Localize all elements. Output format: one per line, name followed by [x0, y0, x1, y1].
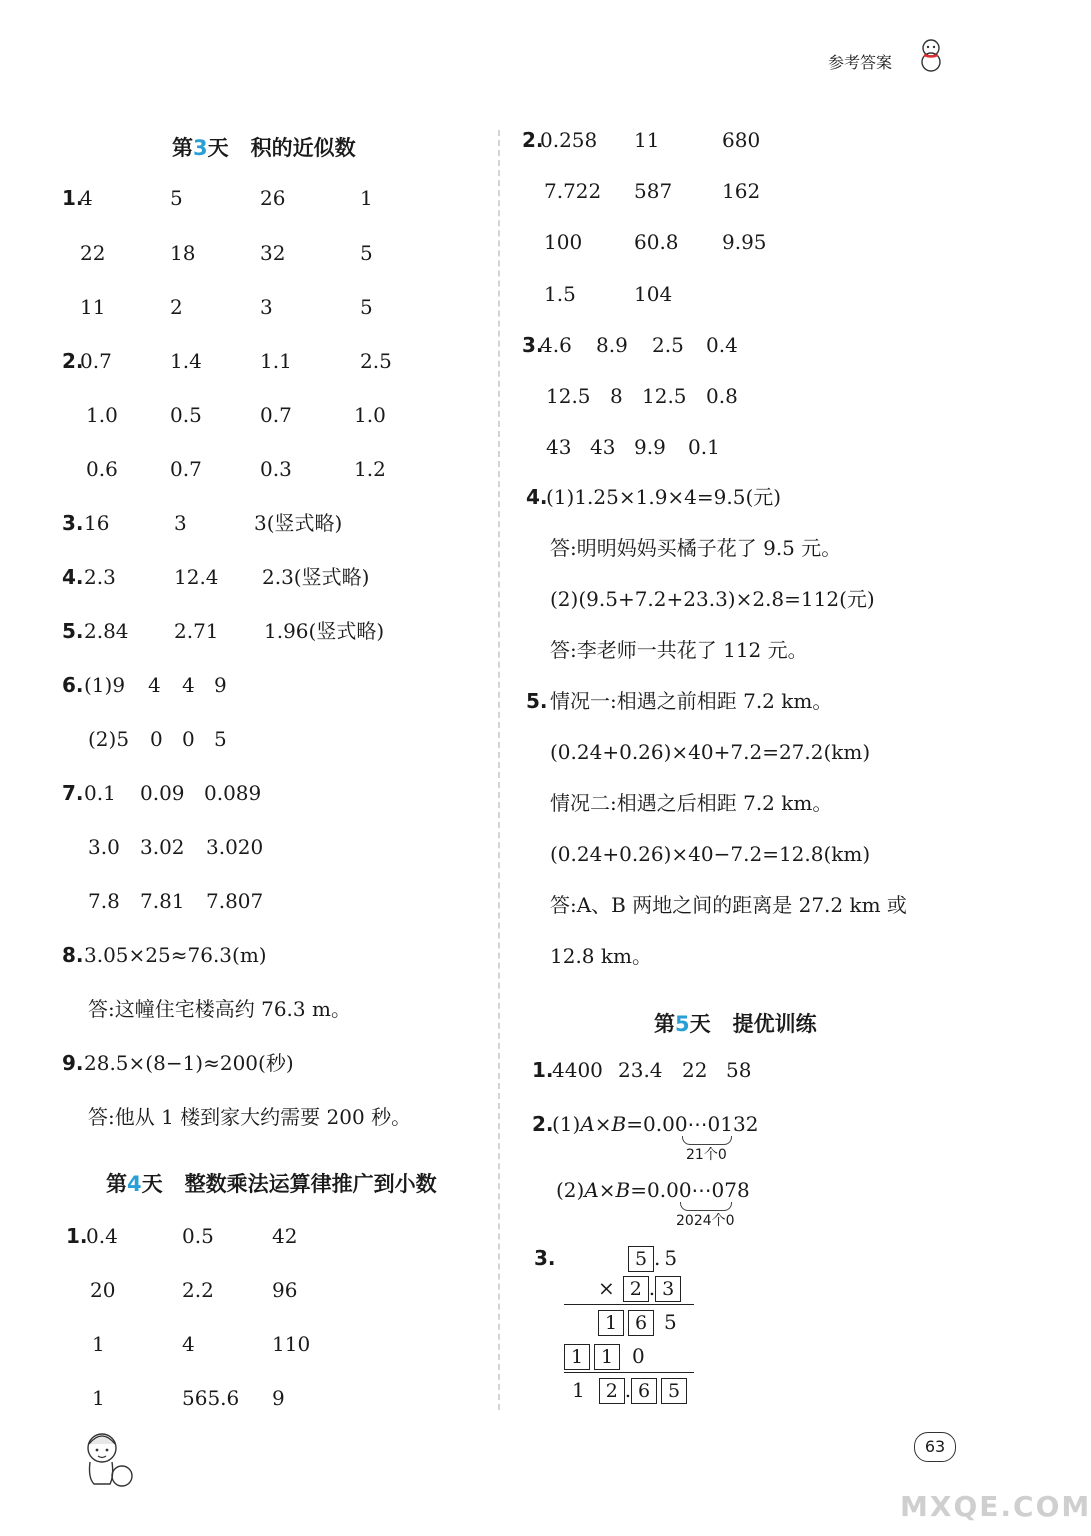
answer-cell: 5	[360, 295, 373, 319]
calc-row: 5 . 5	[628, 1246, 677, 1272]
calc-row: 1 1 0	[564, 1344, 645, 1370]
answer-cell: 565.6	[182, 1386, 240, 1410]
answer-cell: 1.2	[354, 457, 386, 481]
answer-cell: 0.5	[170, 403, 202, 427]
answer-cell: 8	[610, 384, 623, 408]
answer-cell: 162	[722, 179, 761, 203]
answer-cell: 0.7	[170, 457, 202, 481]
q-number: 1.	[66, 1224, 88, 1248]
day5-heading: 第5天 提优训练	[654, 1012, 817, 1036]
header-label: 参考答案	[828, 53, 893, 72]
answer-cell: 0	[182, 727, 195, 751]
answer-cell: 0.6	[86, 457, 118, 481]
calc-row: 1 6 5	[598, 1310, 677, 1336]
answer-expression: (2)(9.5+7.2+23.3)×2.8=112(元)	[550, 587, 875, 611]
answer-cell: 0.4	[86, 1224, 118, 1248]
answer-cell: 3.020	[206, 835, 264, 859]
answer-text: 答:这幢住宅楼高约 76.3 m。	[88, 997, 351, 1021]
q-number: 4.	[62, 565, 84, 589]
answer-cell: 7.8	[88, 889, 120, 913]
answer-cell: 3.02	[140, 835, 185, 859]
answer-cell: 2.5	[652, 333, 684, 357]
answer-cell: 1.0	[86, 403, 118, 427]
q-number: 3.	[534, 1246, 556, 1270]
answer-cell: 23.4	[618, 1058, 663, 1082]
calc-line	[564, 1372, 694, 1373]
answer-cell: 3	[174, 511, 187, 535]
digit-box: 6	[628, 1310, 654, 1336]
answer-cell: 104	[634, 282, 673, 306]
digit-box: 6	[631, 1378, 657, 1404]
page-number: 63	[914, 1432, 956, 1462]
answer-cell: 4400	[552, 1058, 603, 1082]
answer-cell: 11	[80, 295, 106, 319]
answer-expression: 3.05×25≈76.3(m)	[84, 943, 267, 967]
answer-text: 情况一:相遇之前相距 7.2 km。	[550, 689, 833, 713]
q-number: 6.	[62, 673, 84, 697]
answer-cell: 1	[92, 1386, 105, 1410]
day4-heading: 第4天 整数乘法运算律推广到小数	[106, 1172, 437, 1196]
answer-text: 情况二:相遇之后相距 7.2 km。	[550, 791, 833, 815]
answer-cell: 0.089	[204, 781, 262, 805]
snowman-icon	[916, 36, 946, 72]
answer-cell: 11	[634, 128, 660, 152]
digit-box: 2	[599, 1378, 625, 1404]
answer-cell: 9.9	[634, 435, 666, 459]
answer-cell: 1.4	[170, 349, 202, 373]
answer-cell: 26	[260, 186, 286, 210]
answer-cell: 16	[84, 511, 110, 535]
answer-cell: 5	[214, 727, 227, 751]
answer-cell: 680	[722, 128, 761, 152]
answer-cell: 2.84	[84, 619, 129, 643]
answer-cell: 5	[170, 186, 183, 210]
answer-cell: 0.7	[260, 403, 292, 427]
answer-cell: 0.09	[140, 781, 185, 805]
answer-cell: 2.3	[84, 565, 116, 589]
answer-cell: 0.258	[540, 128, 598, 152]
calc-row: × 2 . 3	[598, 1276, 681, 1302]
answer-cell: 12.4	[174, 565, 219, 589]
answer-text: 答:A、B 两地之间的距离是 27.2 km 或	[550, 893, 907, 917]
answer-expression: (0.24+0.26)×40−7.2=12.8(km)	[550, 842, 871, 866]
answer-cell: 1	[92, 1332, 105, 1356]
answer-cell: 0.1	[688, 435, 720, 459]
answer-cell: 7.81	[140, 889, 185, 913]
q-number: 3.	[522, 333, 544, 357]
answer-cell: 4.6	[540, 333, 572, 357]
answer-cell: 3.0	[88, 835, 120, 859]
answer-cell: 8.9	[596, 333, 628, 357]
answer-expression: 28.5×(8−1)≈200(秒)	[84, 1051, 294, 1075]
answer-cell: 4	[182, 673, 195, 697]
answer-text: 答:他从 1 楼到家大约需要 200 秒。	[88, 1105, 412, 1129]
answer-cell: 1.96(竖式略)	[264, 619, 385, 643]
column-divider	[498, 130, 500, 1410]
digit-box: 5	[628, 1246, 654, 1272]
calc-row: 1 2 . 6 5	[572, 1378, 687, 1404]
q-number: 3.	[62, 511, 84, 535]
zero-count-note: 21个0	[686, 1147, 727, 1163]
answer-cell: 4	[80, 186, 93, 210]
answer-cell: 2.71	[174, 619, 219, 643]
answer-expression: (2)A×B=0.00⋯078	[556, 1178, 750, 1202]
answer-cell: 0.4	[706, 333, 738, 357]
answer-cell: 42	[272, 1224, 298, 1248]
answer-cell: 0.7	[80, 349, 112, 373]
answer-cell: 12.5	[642, 384, 687, 408]
answer-cell: 2.3(竖式略)	[262, 565, 370, 589]
answer-cell: 0.3	[260, 457, 292, 481]
answer-cell: 0.5	[182, 1224, 214, 1248]
answer-cell: 32	[260, 241, 286, 265]
answer-text: 12.8 km。	[550, 944, 652, 968]
answer-cell: 7.807	[206, 889, 264, 913]
answer-cell: 0.1	[84, 781, 116, 805]
answer-cell: 60.8	[634, 230, 679, 254]
zero-count-note: 2024个0	[676, 1213, 735, 1229]
q-number: 2.	[62, 349, 84, 373]
answer-cell: 96	[272, 1278, 298, 1302]
q-number: 7.	[62, 781, 84, 805]
answer-cell: 4	[148, 673, 161, 697]
digit-box: 1	[598, 1310, 624, 1336]
answer-cell: 2.2	[182, 1278, 214, 1302]
answer-cell: 0	[150, 727, 163, 751]
digit-box: 2	[623, 1276, 649, 1302]
answer-cell: 100	[544, 230, 583, 254]
calc-line	[564, 1304, 694, 1305]
q-number: 1.	[62, 186, 84, 210]
answer-cell: 3	[260, 295, 273, 319]
digit-box: 1	[594, 1344, 620, 1370]
answer-cell: 20	[90, 1278, 116, 1302]
answer-cell: 0.8	[706, 384, 738, 408]
q-number: 9.	[62, 1051, 84, 1075]
answer-cell: 1	[360, 186, 373, 210]
answer-cell: 43	[546, 435, 572, 459]
answer-cell: 22	[682, 1058, 708, 1082]
cartoon-kid-icon	[80, 1428, 136, 1490]
answer-cell: 2	[170, 295, 183, 319]
answer-cell: 5	[360, 241, 373, 265]
answer-cell: 7.722	[544, 179, 602, 203]
answer-expression: (1)1.25×1.9×4=9.5(元)	[546, 485, 782, 509]
answer-cell: 1.0	[354, 403, 386, 427]
q-number: 2.	[522, 128, 544, 152]
answer-cell: 18	[170, 241, 196, 265]
q-number: 4.	[526, 485, 548, 509]
q-number: 8.	[62, 943, 84, 967]
answer-cell: 9	[214, 673, 227, 697]
answer-cell: 22	[80, 241, 106, 265]
watermark: MXQE.COM	[900, 1490, 1091, 1523]
q-number: 5.	[62, 619, 84, 643]
answer-expression: (0.24+0.26)×40+7.2=27.2(km)	[550, 740, 871, 764]
answer-cell: 12.5	[546, 384, 591, 408]
answer-cell: 587	[634, 179, 673, 203]
day3-heading: 第3天 积的近似数	[172, 136, 356, 160]
answer-cell: 3(竖式略)	[254, 511, 343, 535]
q-number: 2.	[532, 1112, 554, 1136]
answer-cell: (1)9	[84, 673, 126, 697]
q-number: 5.	[526, 689, 548, 713]
answer-cell: (2)5	[88, 727, 130, 751]
answer-cell: 9	[272, 1386, 285, 1410]
q-number: 1.	[532, 1058, 554, 1082]
answer-cell: 110	[272, 1332, 311, 1356]
answer-text: 答:明明妈妈买橘子花了 9.5 元。	[550, 536, 842, 560]
answer-cell: 43	[590, 435, 616, 459]
answer-cell: 9.95	[722, 230, 767, 254]
answer-cell: 2.5	[360, 349, 392, 373]
answer-cell: 58	[726, 1058, 752, 1082]
digit-box: 1	[564, 1344, 590, 1370]
answer-cell: 4	[182, 1332, 195, 1356]
digit-box: 3	[655, 1276, 681, 1302]
digit-box: 5	[661, 1378, 687, 1404]
answer-text: 答:李老师一共花了 112 元。	[550, 638, 808, 662]
answer-cell: 1.1	[260, 349, 292, 373]
answer-cell: 1.5	[544, 282, 576, 306]
answer-expression: (1)A×B=0.00⋯0132	[552, 1112, 759, 1136]
